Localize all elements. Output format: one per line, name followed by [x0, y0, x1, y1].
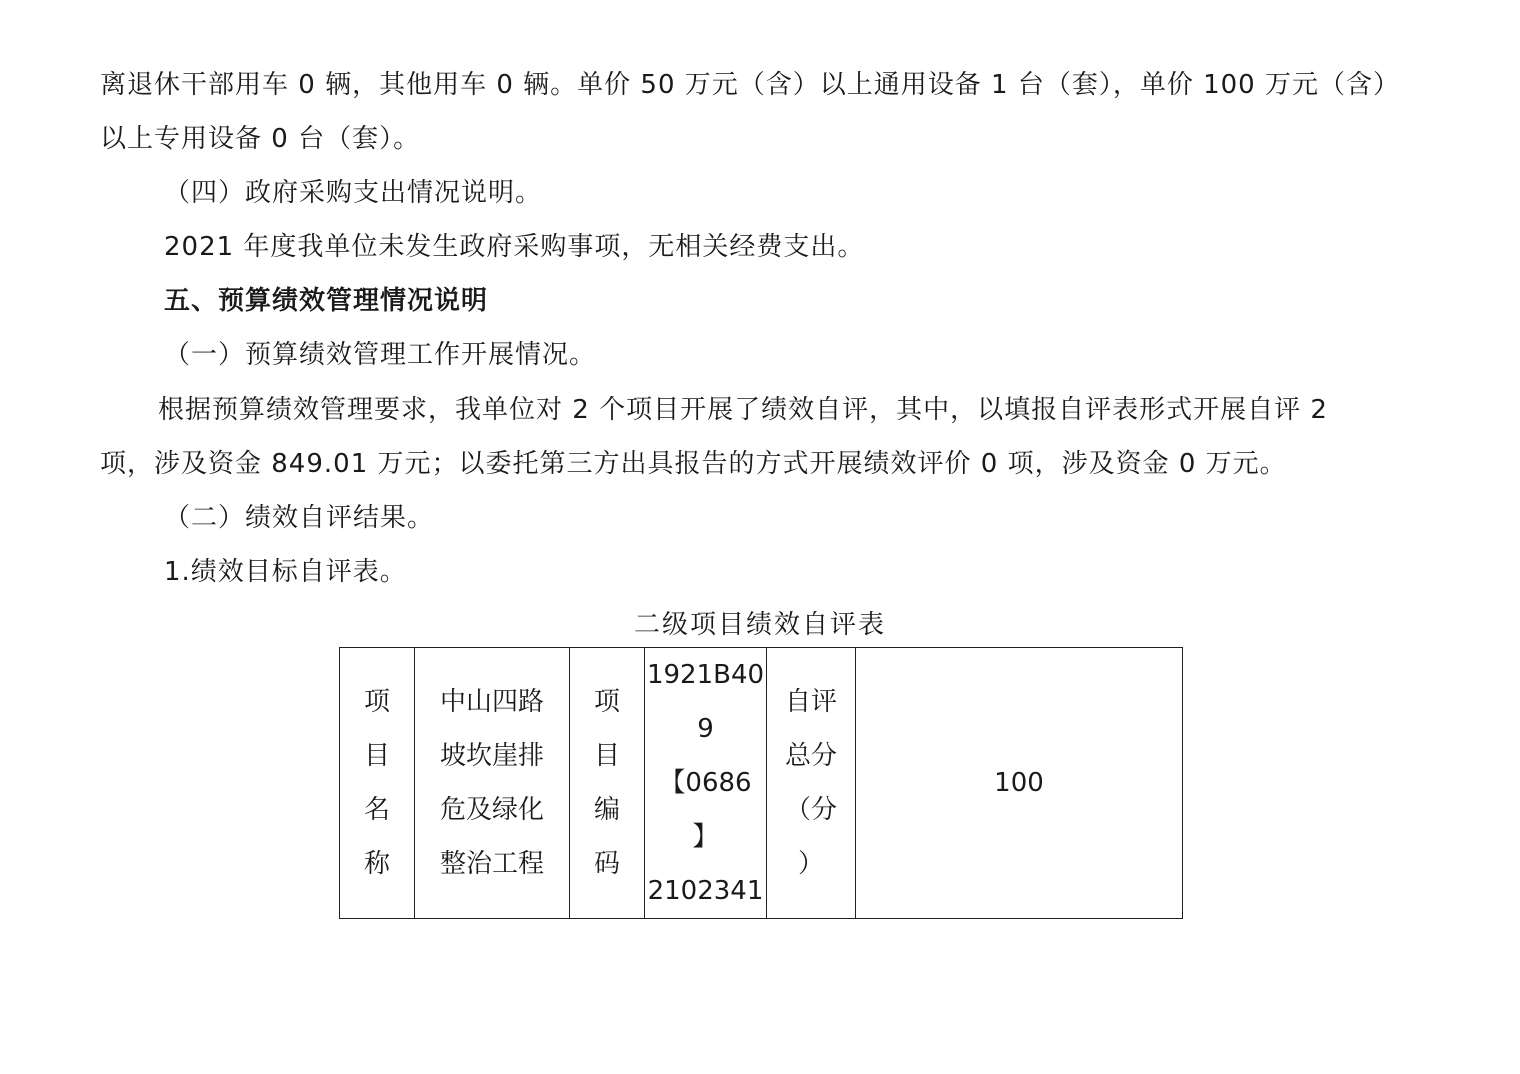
table-value-line: 坡坎崖排 — [439, 741, 544, 771]
table-label-char: 编 — [593, 795, 620, 825]
table-label-char: 目 — [363, 741, 390, 771]
score-value: 100 — [994, 768, 1044, 798]
table-label-char: 目 — [593, 741, 620, 771]
subheading-performance-work: （一）预算绩效管理工作开展情况。 — [164, 340, 597, 370]
table-label-char: 项 — [363, 687, 390, 717]
score-label-cell — [767, 648, 856, 919]
project-name-label-cell — [340, 648, 415, 919]
table-row — [340, 648, 1183, 919]
project-code-value-cell — [645, 648, 767, 919]
table-label-line: （分 — [784, 795, 837, 825]
subheading-self-evaluation-results: （二）绩效自评结果。 — [164, 503, 435, 533]
project-code-label-cell — [570, 648, 645, 919]
paragraph-line: 项，涉及资金 849.01 万元；以委托第三方出具报告的方式开展绩效评价 0 项，涉及资金 0 万元。 — [100, 449, 1287, 479]
table-value-line: 危及绿化 — [439, 795, 544, 825]
table-label-line: 总分 — [784, 741, 837, 771]
table-value-line: 2102341 — [647, 876, 764, 906]
subheading-procurement: （四）政府采购支出情况说明。 — [164, 178, 543, 208]
table-label-line: 自评 — [784, 687, 837, 717]
subheading-goal-table: 1.绩效目标自评表。 — [164, 557, 407, 587]
project-name-value-cell — [415, 648, 570, 919]
paragraph-procurement: 2021 年度我单位未发生政府采购事项，无相关经费支出。 — [164, 232, 865, 262]
table-label-line: ） — [797, 849, 824, 879]
paragraph-line: 离退休干部用车 0 辆，其他用车 0 辆。单价 50 万元（含）以上通用设备 1 台（套），单价 100 万元（含） — [100, 70, 1400, 100]
paragraph-line: 根据预算绩效管理要求，我单位对 2 个项目开展了绩效自评，其中，以填报自评表形式开展自评 2 — [158, 395, 1328, 425]
table-value-line: 中山四路 — [439, 687, 544, 717]
table-label-char: 码 — [593, 849, 620, 879]
table-label-char: 项 — [593, 687, 620, 717]
table-value-line: 】 — [692, 822, 719, 852]
section-heading: 五、预算绩效管理情况说明 — [164, 286, 489, 316]
table-value-line: 整治工程 — [439, 849, 544, 879]
table-value-line: 1921B40 — [646, 660, 765, 690]
self-evaluation-table — [339, 647, 1183, 919]
table-caption: 二级项目绩效自评表 — [633, 610, 886, 640]
score-value-cell — [856, 648, 1183, 919]
table-label-char: 名 — [363, 795, 390, 825]
table-value-line: 【0686 — [659, 768, 752, 798]
table-value-line: 9 — [697, 714, 714, 744]
table-label-char: 称 — [363, 849, 390, 879]
paragraph-line: 以上专用设备 0 台（套）。 — [100, 124, 421, 154]
